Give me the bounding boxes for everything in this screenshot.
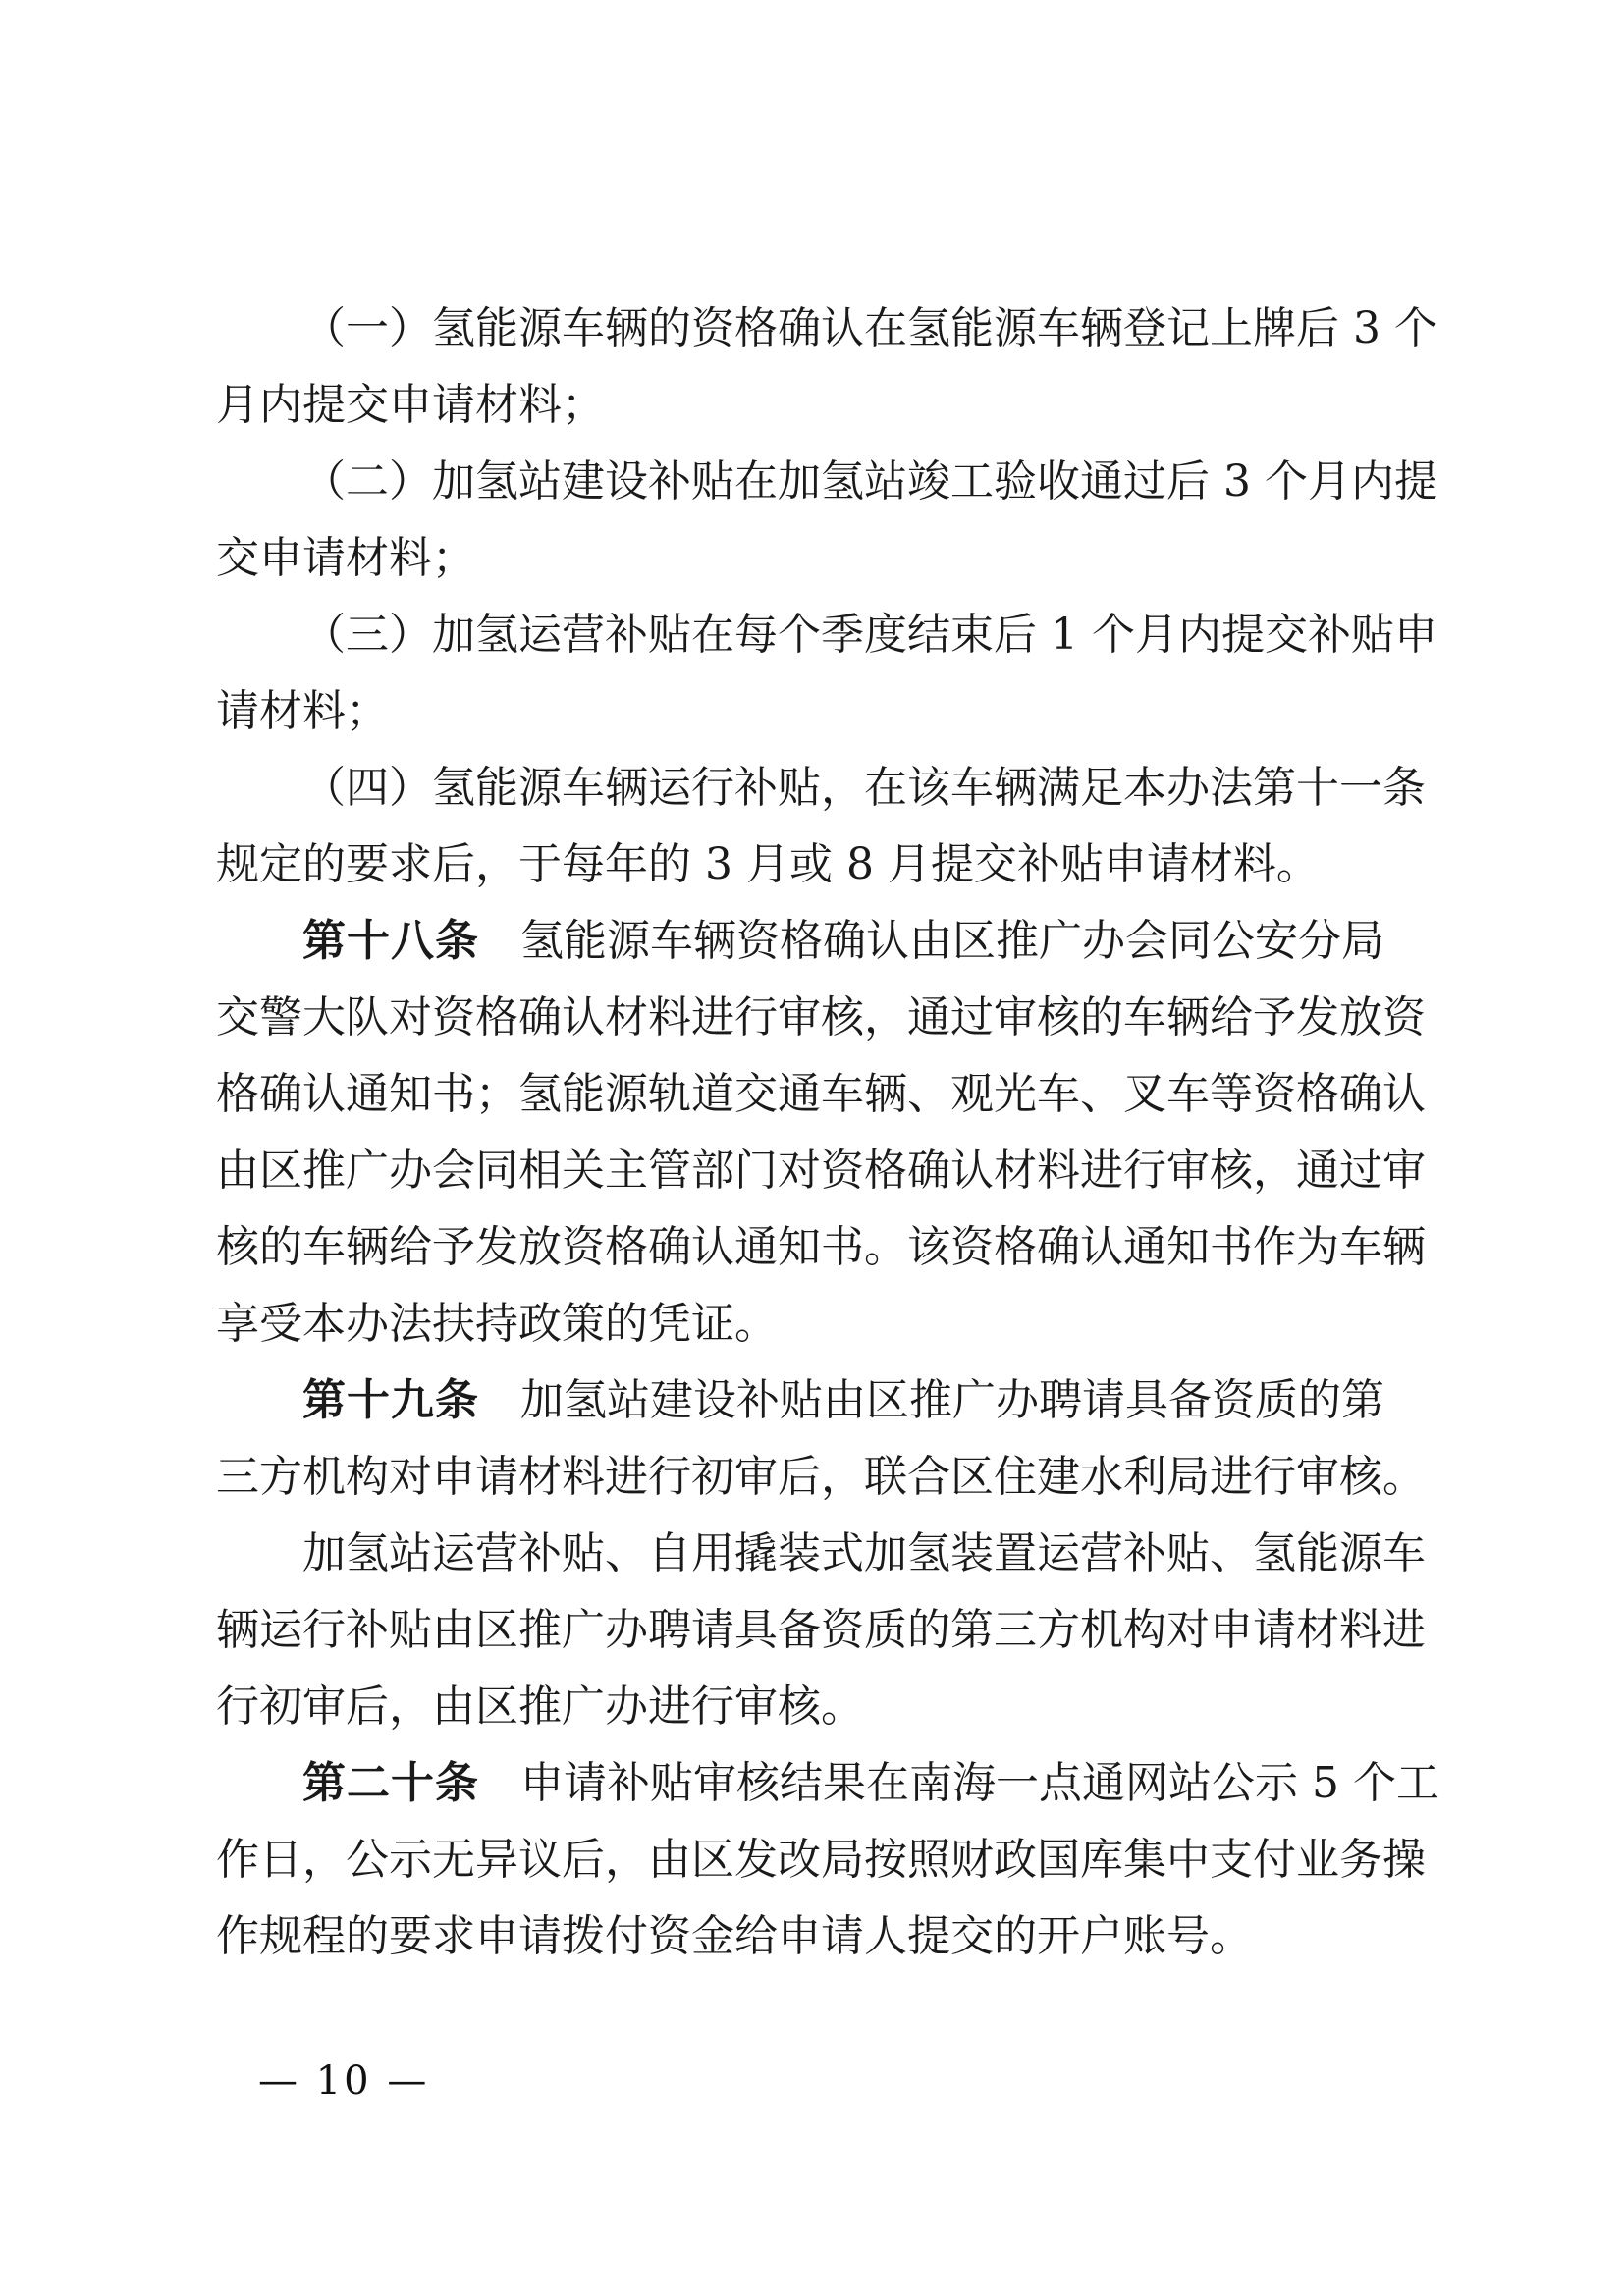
line-text: 作规程的要求申请拨付资金给申请人提交的开户账号。	[216, 1911, 1253, 1961]
line-text: 辆运行补贴由区推广办聘请具备资质的第三方机构对申请材料进	[216, 1605, 1426, 1655]
text-line	[216, 827, 1426, 903]
text-line	[216, 444, 1437, 520]
line-text: 规定的要求后，于每年的 3 月或 8 月提交补贴申请材料。	[216, 839, 1320, 889]
text-line	[216, 597, 1437, 673]
text-line	[216, 367, 1426, 444]
line-text: 加氢站运营补贴、自用撬装式加氢装置运营补贴、氢能源车	[302, 1528, 1426, 1578]
text-line	[216, 1056, 1426, 1133]
article-number: 第十九条	[302, 1375, 479, 1425]
line-text: （二）加氢站建设补贴在加氢站竣工验收通过后 3 个月内提	[302, 456, 1437, 507]
line-text: （三）加氢运营补贴在每个季度结束后 1 个月内提交补贴申	[302, 610, 1437, 660]
line-text: 月内提交申请材料；	[216, 380, 605, 430]
text-line	[216, 673, 1426, 750]
text-line	[216, 1439, 1426, 1516]
line-text: 交警大队对资格确认材料进行审核，通过审核的车辆给予发放资	[216, 992, 1426, 1042]
line-text: 享受本办法扶持政策的凭证。	[216, 1299, 778, 1349]
text-line	[216, 750, 1426, 827]
document-body	[216, 291, 1439, 1975]
line-text: 格确认通知书；氢能源轨道交通车辆、观光车、叉车等资格确认	[216, 1069, 1426, 1119]
text-line	[216, 1592, 1426, 1669]
text-line	[216, 1822, 1426, 1898]
text-line	[216, 980, 1426, 1056]
text-line	[216, 1898, 1426, 1975]
text-line	[216, 1669, 1426, 1745]
text-line	[216, 520, 1426, 597]
text-line	[216, 903, 1426, 980]
line-text: 行初审后，由区推广办进行审核。	[216, 1682, 864, 1732]
text-line	[216, 1516, 1426, 1592]
line-text: （一）氢能源车辆的资格确认在氢能源车辆登记上牌后 3 个	[302, 303, 1437, 353]
text-line	[216, 1209, 1426, 1286]
line-text: 申请补贴审核结果在南海一点通网站公示 5 个工	[520, 1758, 1439, 1808]
line-text: 作日，公示无异议后，由区发改局按照财政国库集中支付业务操	[216, 1835, 1426, 1885]
line-text: 加氢站建设补贴由区推广办聘请具备资质的第	[520, 1375, 1384, 1425]
line-text: 核的车辆给予发放资格确认通知书。该资格确认通知书作为车辆	[216, 1222, 1426, 1272]
text-line	[216, 1286, 1426, 1362]
article-number: 第十八条	[302, 916, 479, 966]
page-number: — 10 —	[258, 2058, 430, 2104]
text-line	[216, 1133, 1426, 1209]
line-text: 氢能源车辆资格确认由区推广办会同公安分局	[520, 916, 1384, 966]
line-text: （四）氢能源车辆运行补贴，在该车辆满足本办法第十一条	[302, 763, 1426, 813]
text-line	[216, 291, 1437, 367]
line-text: 交申请材料；	[216, 533, 475, 583]
text-line	[216, 1362, 1426, 1439]
text-line	[216, 1745, 1439, 1822]
line-text: 由区推广办会同相关主管部门对资格确认材料进行审核，通过审	[216, 1146, 1426, 1196]
line-text: 三方机构对申请材料进行初审后，联合区住建水利局进行审核。	[216, 1452, 1426, 1502]
article-number: 第二十条	[302, 1758, 479, 1808]
line-text: 请材料；	[216, 686, 389, 736]
